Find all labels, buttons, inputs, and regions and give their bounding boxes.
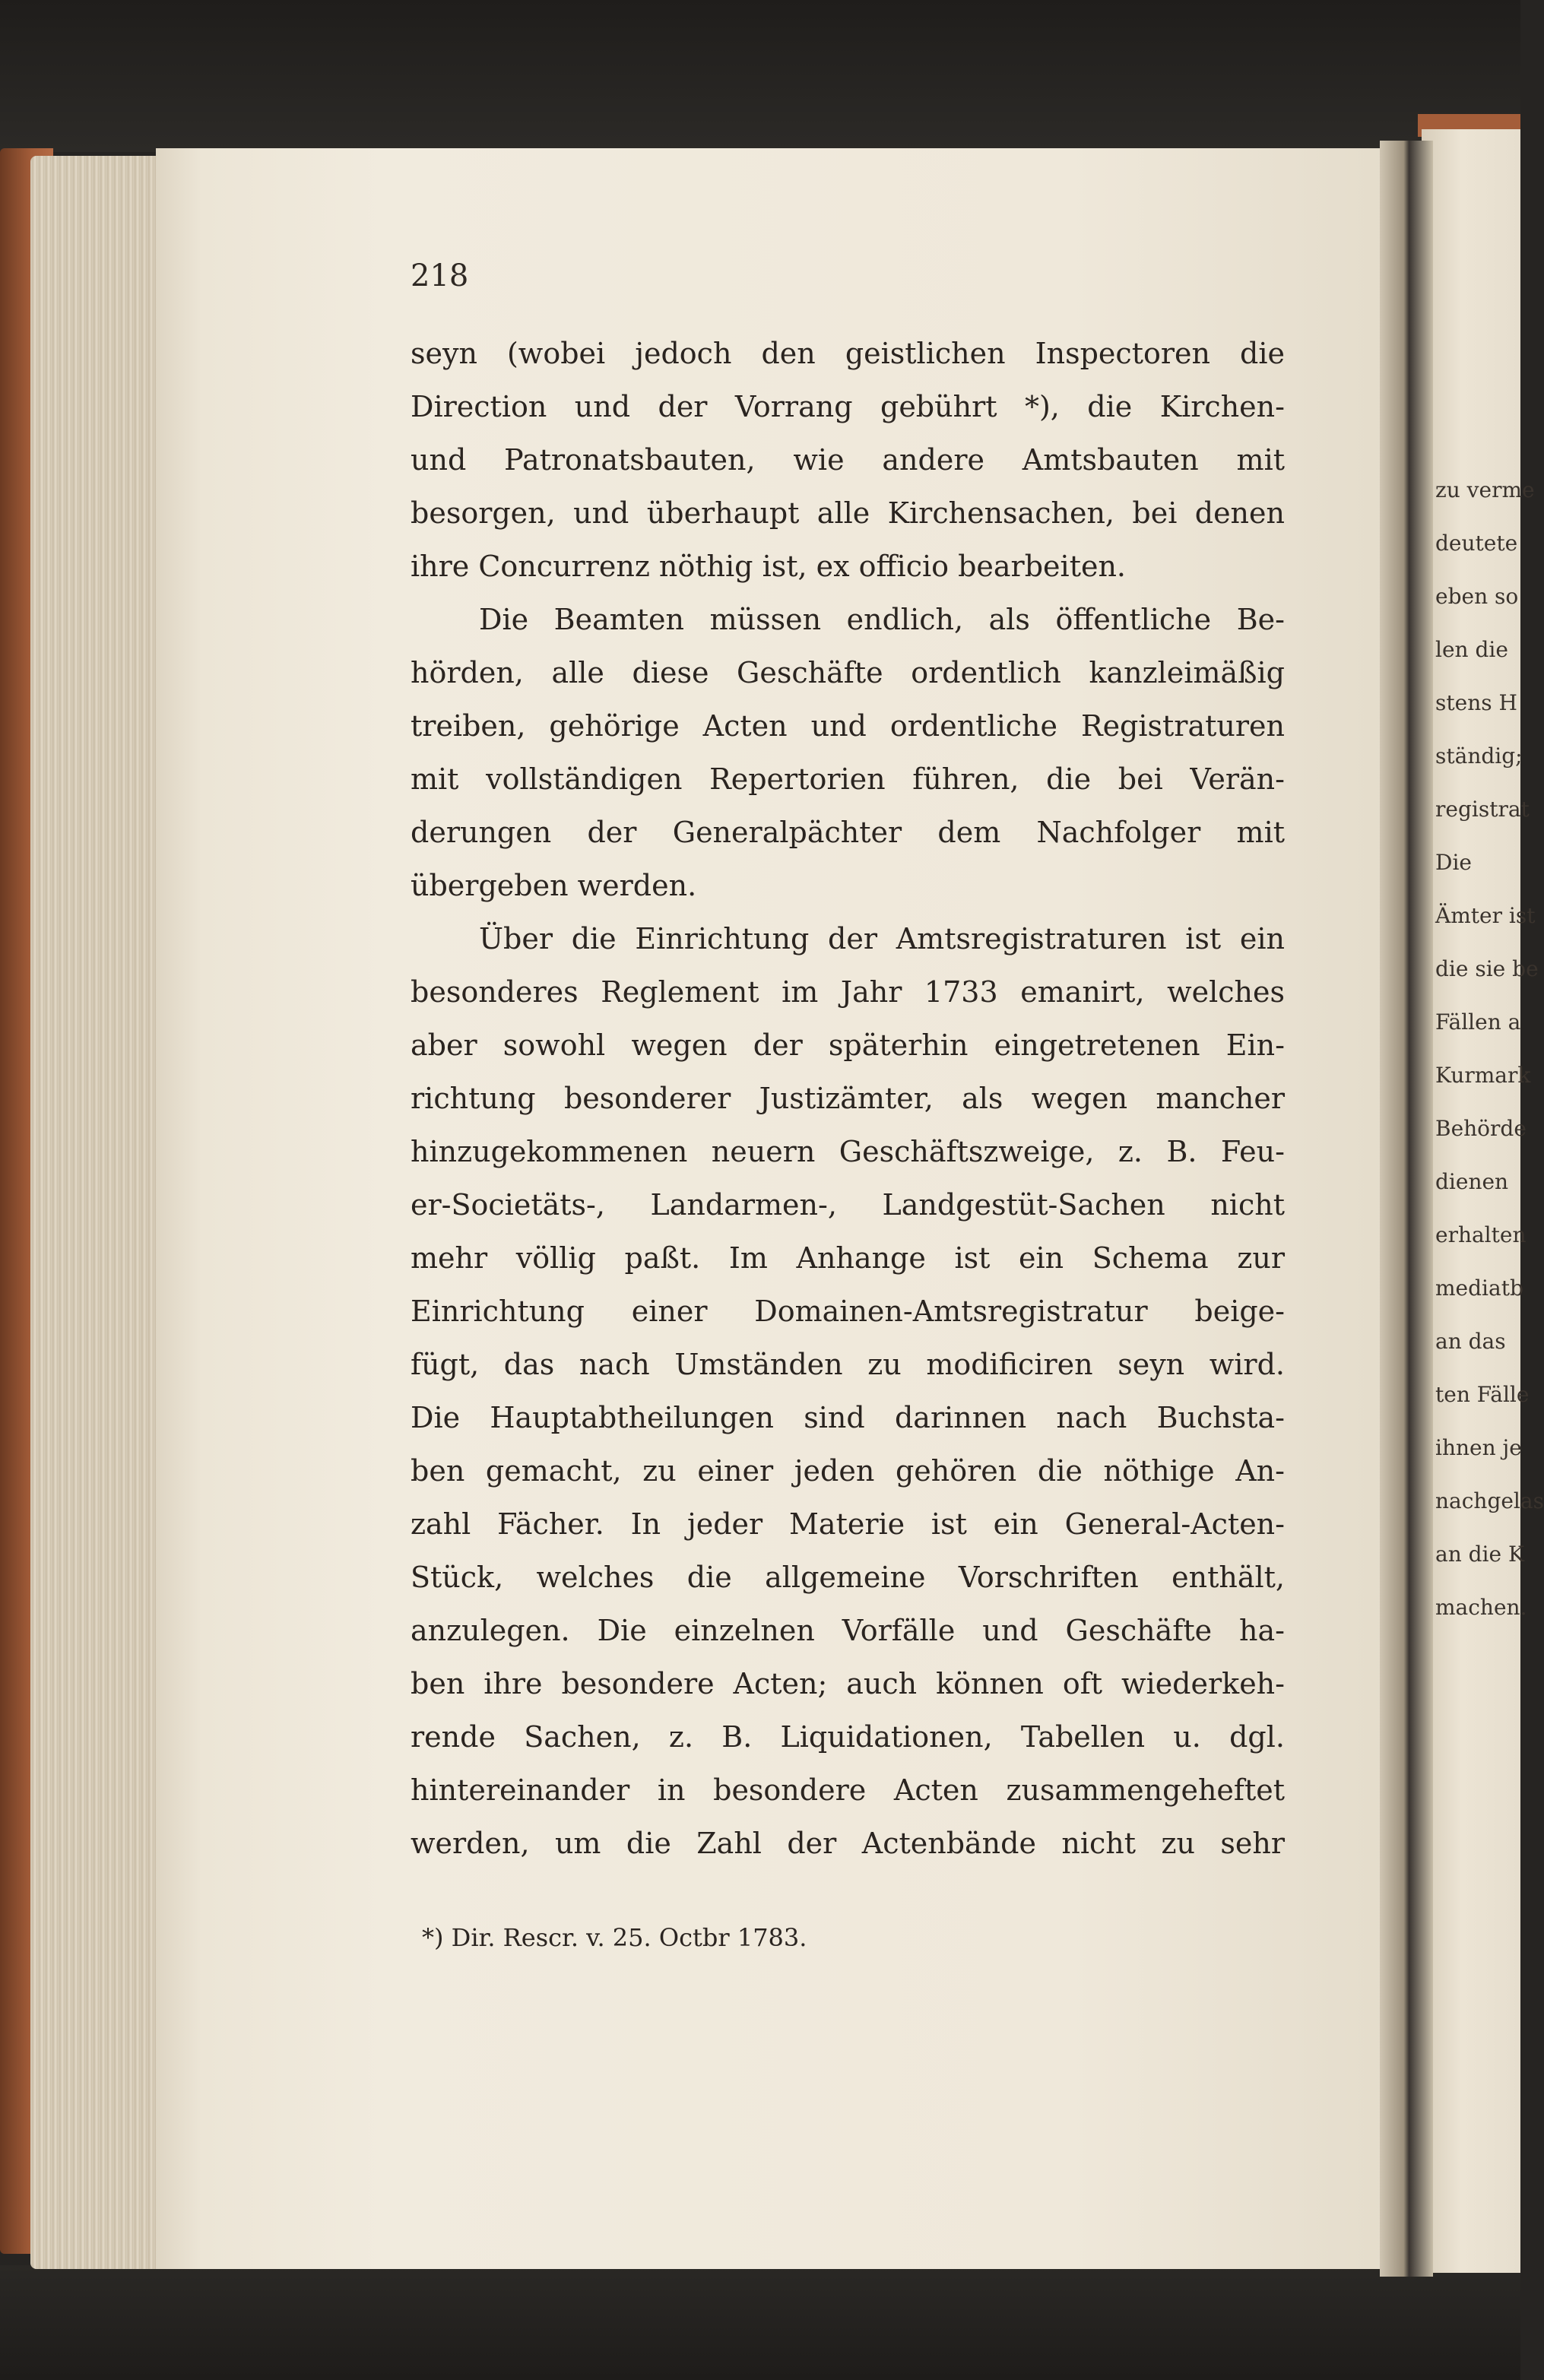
text-line: seyn (wobei jedoch den geistlichen Inspectoren die — [411, 337, 1285, 370]
background-top — [0, 0, 1520, 152]
facing-page-line: ten Fälle — [1435, 1382, 1530, 1407]
text-line: ihre Concurrenz nöthig ist, ex officio bearbeiten. — [411, 550, 1127, 583]
text-line: ben gemacht, zu einer jeden gehören die nöthige An- — [411, 1454, 1285, 1488]
text-line: mehr völlig paßt. Im Anhange ist ein Schema zur — [411, 1241, 1285, 1275]
text-line: richtung besonderer Justizämter, als wegen mancher — [411, 1082, 1285, 1115]
text-line: hintereinander in besondere Acten zusammengeheftet — [411, 1773, 1285, 1807]
facing-page-line: machen. — [1435, 1595, 1527, 1620]
facing-page-line: mediatb — [1435, 1276, 1523, 1301]
facing-page — [1422, 129, 1544, 2273]
text-line: besorgen, und überhaupt alle Kirchensachen, bei denen — [411, 496, 1285, 530]
body-text — [411, 327, 1285, 1870]
text-line: Direction und der Vorrang gebührt *), die Kirchen- — [411, 390, 1285, 423]
text-line: übergeben werden. — [411, 869, 697, 902]
text-line: anzulegen. Die einzelnen Vorfälle und Geschäfte ha- — [411, 1614, 1285, 1647]
text-line: aber sowohl wegen der späterhin eingetretenen Ein- — [411, 1028, 1285, 1062]
text-line: mit vollständigen Repertorien führen, die bei Verän- — [411, 762, 1285, 796]
facing-page-line: deutete — [1435, 531, 1518, 556]
facing-page-line: Die — [1435, 850, 1472, 875]
facing-page-line: die sie be — [1435, 956, 1539, 981]
text-line: werden, um die Zahl der Actenbände nicht zu sehr — [411, 1827, 1285, 1860]
facing-page-line: len die — [1435, 637, 1508, 662]
text-line: fügt, das nach Umständen zu modificiren seyn wird. — [411, 1348, 1285, 1381]
text-line: er-Societäts-, Landarmen-, Landgestüt-Sachen nicht — [411, 1188, 1285, 1222]
facing-page-line: zu verme — [1435, 477, 1535, 502]
text-line: Einrichtung einer Domainen-Amtsregistratur beige- — [411, 1295, 1285, 1328]
facing-page-line: stens H — [1435, 690, 1517, 715]
facing-page-text — [1435, 464, 1544, 1634]
facing-page-line: nachgelas — [1435, 1488, 1544, 1513]
facing-page-line: eben so — [1435, 584, 1519, 609]
text-line: Über die Einrichtung der Amtsregistraturen ist ein — [479, 922, 1285, 955]
background-bottom — [0, 2265, 1520, 2380]
text-line: Stück, welches die allgemeine Vorschriften enthält, — [411, 1561, 1285, 1594]
book-gutter — [1380, 141, 1433, 2277]
text-line: hinzugekommenen neuern Geschäftszweige, z. B. Feu- — [411, 1135, 1285, 1168]
text-line: treiben, gehörige Acten und ordentliche Registraturen — [411, 709, 1285, 743]
text-line: derungen der Generalpächter dem Nachfolger mit — [411, 816, 1285, 849]
text-line: besonderes Reglement im Jahr 1733 emanirt, welches — [411, 975, 1285, 1009]
facing-page-line: an das — [1435, 1329, 1506, 1354]
facing-page-line: an die K — [1435, 1542, 1524, 1567]
facing-page-line: dienen — [1435, 1169, 1509, 1194]
facing-page-line: erhalten — [1435, 1222, 1527, 1247]
footnote: *) Dir. Rescr. v. 25. Octbr 1783. — [422, 1923, 807, 1952]
text-line: ben ihre besondere Acten; auch können oft wiederkeh- — [411, 1667, 1285, 1700]
facing-page-line: Fällen a — [1435, 1009, 1521, 1035]
facing-page-line: ständig; — [1435, 743, 1523, 769]
facing-page-line: ihnen je — [1435, 1435, 1522, 1460]
text-line: Die Beamten müssen endlich, als öffentliche Be- — [479, 603, 1285, 636]
text-line: Die Hauptabtheilungen sind darinnen nach Buchsta- — [411, 1401, 1285, 1434]
facing-page-line: Behörde — [1435, 1116, 1527, 1141]
facing-page-line: Kurmark — [1435, 1063, 1531, 1088]
text-line: rende Sachen, z. B. Liquidationen, Tabellen u. dgl. — [411, 1720, 1285, 1754]
text-line: hörden, alle diese Geschäfte ordentlich kanzleimäßig — [411, 656, 1285, 689]
page-number: 218 — [411, 258, 469, 293]
text-line: zahl Fächer. In jeder Materie ist ein General-Acten- — [411, 1507, 1285, 1541]
text-line: und Patronatsbauten, wie andere Amtsbauten mit — [411, 443, 1285, 477]
page-edges — [30, 156, 163, 2269]
facing-page-line: registrat — [1435, 797, 1530, 822]
facing-page-line: Ämter ist — [1435, 903, 1536, 928]
